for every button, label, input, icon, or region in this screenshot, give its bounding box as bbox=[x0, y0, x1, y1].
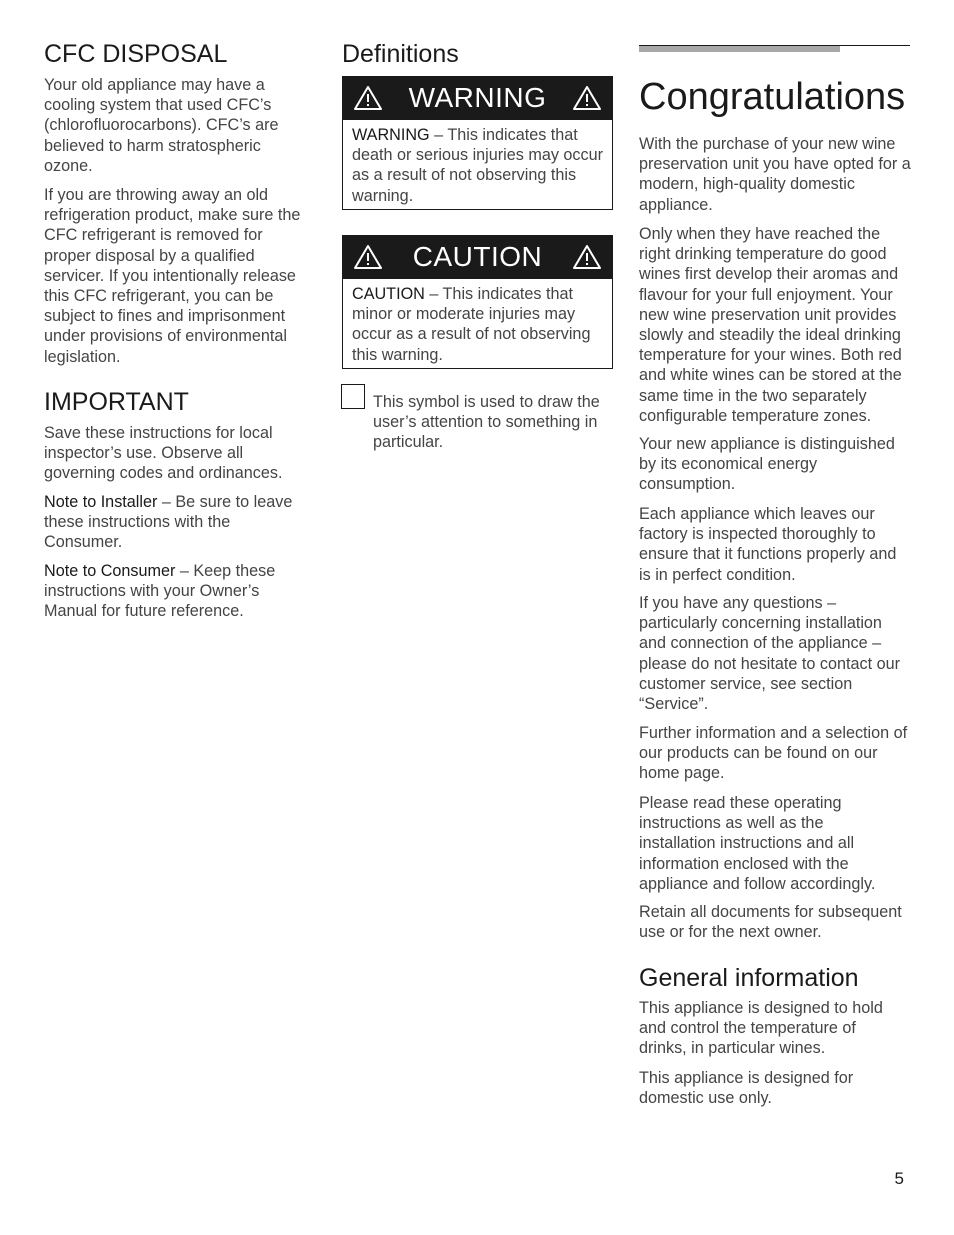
warning-label: WARNING bbox=[352, 126, 430, 144]
caution-box bbox=[342, 235, 613, 369]
warning-triangle-icon bbox=[572, 84, 602, 112]
symbol-description: This symbol is used to draw the user’s attention to something in particular. bbox=[373, 393, 600, 452]
caution-bar bbox=[343, 235, 612, 279]
caution-description bbox=[343, 279, 612, 368]
congrats-paragraph-1: With the purchase of your new wine preservation unit you have opted for a modern, high-quality domestic appliance. bbox=[639, 135, 911, 214]
important-paragraph: Save these instructions for local inspector’s use. Observe all governing codes and ordinances. bbox=[44, 424, 283, 483]
warning-bar bbox=[343, 76, 612, 120]
note-to-installer bbox=[44, 492, 312, 553]
general-paragraph-2: This appliance is designed for domestic use only. bbox=[639, 1069, 854, 1108]
congrats-paragraph-6: Further information and a selection of our products can be found on our home page. bbox=[639, 724, 908, 783]
warning-title: WARNING bbox=[408, 82, 547, 113]
note-to-consumer-text: – Keep these instructions with your Owner’s Manual for future reference. bbox=[44, 562, 276, 621]
page-number: 5 bbox=[894, 1169, 904, 1188]
cfc-disposal-heading: CFC DISPOSAL bbox=[44, 40, 228, 68]
attention-symbol-box bbox=[341, 384, 365, 409]
congrats-paragraph-8: Retain all documents for subsequent use or for the next owner. bbox=[639, 903, 902, 942]
caution-label: CAUTION bbox=[352, 285, 425, 303]
note-to-consumer-label: Note to Consumer bbox=[44, 562, 176, 580]
note-to-consumer bbox=[44, 561, 299, 622]
warning-text: – This indicates that death or serious injuries may occur as a result of not observing this warning. bbox=[352, 126, 604, 205]
congrats-paragraph-5: If you have any questions – particularly concerning installation and connection of the appliance – please do not hesitate to contact our customer service, see section “Service”. bbox=[639, 594, 900, 714]
congrats-paragraph-3: Your new appliance is distinguished by its economical energy consumption. bbox=[639, 435, 895, 494]
definitions-heading: Definitions bbox=[342, 40, 459, 68]
congrats-paragraph-2: Only when they have reached the right drinking temperature do good wines first develop their aromas and flavour for your full enjoyment. Your new wine preservation unit provides slowly and steadily the ideal drinking temperature for your wines. Both red and white wines can be stored at the same time in the two separately configurable temperature zones. bbox=[639, 225, 902, 425]
important-heading: IMPORTANT bbox=[44, 388, 189, 416]
warning-box bbox=[342, 76, 613, 210]
general-information-heading: General information bbox=[639, 964, 859, 992]
note-to-installer-text: – Be sure to leave these instructions with the Consumer. bbox=[44, 493, 293, 552]
warning-description bbox=[343, 120, 612, 209]
note-to-installer-label: Note to Installer bbox=[44, 493, 158, 511]
header-bar bbox=[639, 46, 840, 52]
congratulations-heading: Congratulations bbox=[639, 76, 906, 118]
caution-title: CAUTION bbox=[412, 241, 543, 272]
general-paragraph-1: This appliance is designed to hold and control the temperature of drinks, in particular wines. bbox=[639, 999, 883, 1058]
cfc-paragraph-2: If you are throwing away an old refrigeration product, make sure the CFC refrigerant is removed for proper disposal by a qualified servicer. If you intentionally release this CFC refrigerant, you can be subject to fines and imprisonment under provisions of environmental legislation. bbox=[44, 186, 301, 366]
congrats-paragraph-4: Each appliance which leaves our factory is inspected thoroughly to ensure that it functions properly and is in perfect condition. bbox=[639, 505, 897, 584]
congrats-paragraph-7: Please read these operating instructions as well as the installation instructions and all information enclosed with the appliance and follow accordingly. bbox=[639, 794, 876, 893]
warning-triangle-icon bbox=[572, 243, 602, 271]
caution-text: – This indicates that minor or moderate injuries may occur as a result of not observing this warning. bbox=[352, 285, 591, 364]
cfc-paragraph-1: Your old appliance may have a cooling system that used CFC’s (chlorofluorocarbons). CFC’s are believed to harm stratospheric ozone. bbox=[44, 76, 279, 175]
